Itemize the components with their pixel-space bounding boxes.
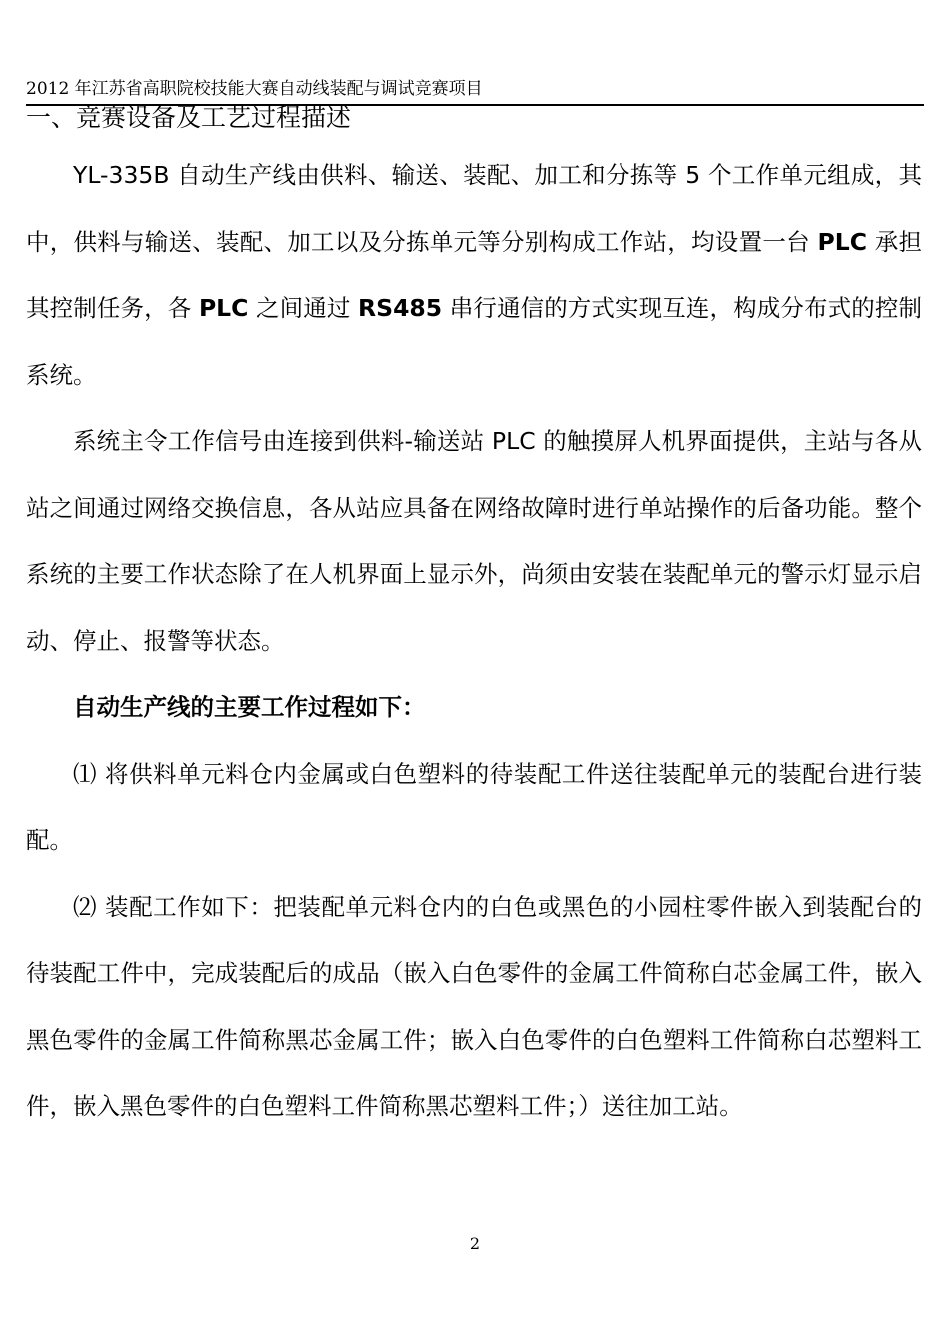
rs485-term: RS485	[358, 294, 443, 322]
paragraph-overview-text-1: YL-335B 自动生产线由供料、输送、装配、加工和分拣等 5 个工作单元组成，其中，供料与输送、装配、加工以及分拣单元等分别构成工作站，均设置一台	[26, 161, 922, 256]
paragraph-overview-text-4: 串行通信的方式实现互连，构成分布式的控制系统。	[26, 294, 922, 389]
process-heading-text: 自动生产线的主要工作过程如下：	[73, 693, 426, 721]
paragraph-overview	[26, 142, 922, 408]
plc-term-2: PLC	[198, 294, 249, 322]
page-number: 2	[469, 1234, 481, 1253]
paragraph-control-signals: 系统主令工作信号由连接到供料-输送站 PLC 的触摸屏人机界面提供，主站与各从站之间通过网络交换信息，各从站应具备在网络故障时进行单站操作的后备功能。整个系统的主要工作状态除了在人机界面上显示外，尚须由安装在装配单元的警示灯显示启动、停止、报警等状态。	[26, 427, 922, 655]
paragraph-overview-text-2: 承担其控制任务，各	[26, 227, 922, 322]
paragraph-overview-text-3: 之间通过	[248, 294, 359, 322]
section-title: 一、竞赛设备及工艺过程描述	[26, 103, 352, 132]
paragraph-step-1: ⑴ 将供料单元料仓内金属或白色塑料的待装配工件送往装配单元的装配台进行装配。	[26, 759, 922, 854]
paragraph-step-2: ⑵ 装配工作如下：把装配单元料仓内的白色或黑色的小园柱零件嵌入到装配台的待装配工件中，完成装配后的成品（嵌入白色零件的金属工件简称白芯金属工件，嵌入黑色零件的金属工件简称黑芯金属工件；嵌入白色零件的白色塑料工件简称白芯塑料工件，嵌入黑色零件的白色塑料工件简称黑芯塑料工件；）送往加工站。	[26, 892, 922, 1120]
plc-term-1: PLC	[817, 227, 867, 256]
paragraph-process-heading	[26, 674, 922, 741]
page-header: 2012 年江苏省高职院校技能大赛自动线装配与调试竞赛项目	[26, 74, 924, 106]
document-body	[26, 142, 922, 1140]
